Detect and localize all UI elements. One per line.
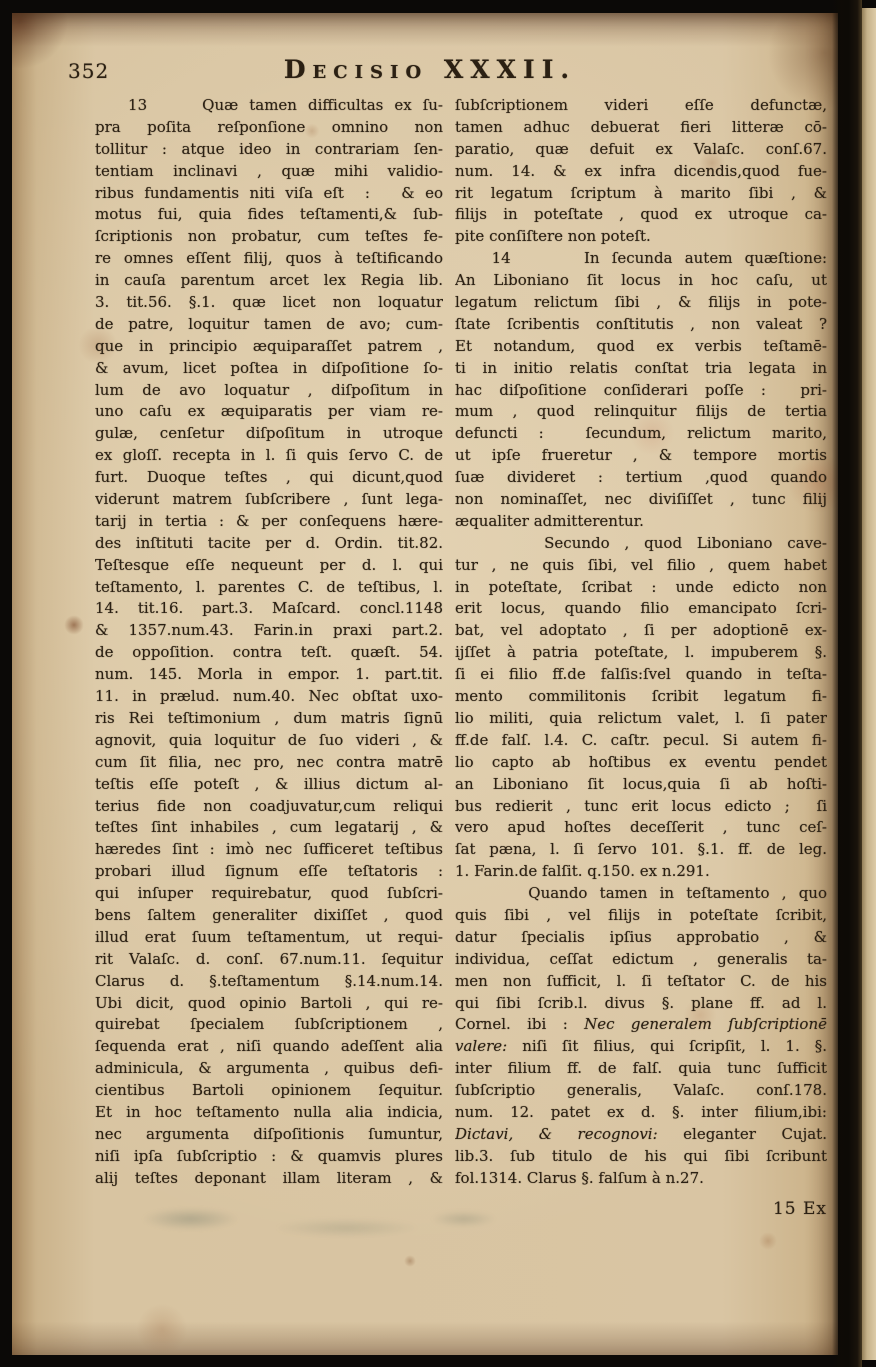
text-line: mento commilitonis ſcribit legatum fi- [455, 687, 827, 706]
text-line: tarij in tertia : & per conſequens hære- [95, 511, 443, 530]
text-column-left [95, 95, 443, 1191]
text-line: 11. in prælud. num.40. Nec obſtat uxo- [95, 687, 443, 706]
text-line: ſat pæna, l. ſi ſervo 101. §.1. ff. de leg. [455, 840, 827, 859]
text-line: illud erat ſuum teſtamentum, ut requi- [95, 927, 443, 946]
text-line: cientibus Bartoli opinionem ſequitur. [95, 1081, 443, 1100]
text-column-right [455, 95, 827, 1191]
text-line: ſi ei filio ff.de falſis:ſvel quando in teſta- [455, 665, 827, 684]
catchword: 15 Ex [772, 1199, 827, 1219]
text-line: tamen adhuc debuerat fieri litteræ cō- [455, 117, 827, 136]
gutter-shadow [832, 0, 862, 1367]
text-line: lio militi, quia relictum valet, l. ſi pater [455, 708, 827, 727]
text-line: 1. Farin.de falſit. q.150. ex n.291. [455, 862, 710, 881]
text-line: Quando tamen in teſtamento , quo [455, 884, 827, 903]
page-surface [12, 13, 838, 1355]
running-header: Decisio XXXII. [283, 55, 577, 84]
text-line: num. 12. patet ex d. §. inter filium,ibi: [455, 1102, 827, 1121]
text-line: in poteſtate, ſcribat : unde edicto non [455, 577, 827, 596]
text-line: Et notandum, quod ex verbis teſtamē- [455, 336, 827, 355]
text-line: de patre, loquitur tamen de avo; cum- [95, 314, 443, 333]
text-line: defuncti : ſecundum, relictum marito, [455, 424, 827, 443]
text-line: inter filium ff. de falſ. quia tunc ſufficit [455, 1059, 827, 1078]
text-line: teſtamento, l. parentes C. de teſtibus, l. [95, 577, 443, 596]
text-line: pra poſita reſponſione omnino non [95, 117, 443, 136]
text-line: bat, vel adoptato , ſi per adoptionē ex- [455, 621, 827, 640]
text-line: uno caſu ex æquiparatis per viam re- [95, 402, 443, 421]
text-line: qui inſuper requirebatur, quod ſubſcri- [95, 884, 443, 903]
page-number: 352 [68, 59, 110, 83]
text-line: ijſſet à patria poteſtate, l. impuberem §. [455, 643, 827, 662]
text-line: ris Rei teſtimonium , dum matris ſignū [95, 708, 443, 727]
text-line: lum de avo loquatur , diſpoſitum in [95, 380, 443, 399]
text-line: 3. tit.56. §.1. quæ licet non loquatur [95, 293, 443, 312]
text-line: & 1357.num.43. Farin.in praxi part.2. [95, 621, 443, 640]
text-line: teſtes ſint inhabiles , cum legatarij , & [95, 818, 443, 837]
text-line: hæredes ſint : imò nec ſufficeret teſtibus [95, 840, 443, 859]
text-line: Cornel. ibi : Nec generalem ſubſcriptionē [455, 1015, 827, 1034]
text-line: ſcriptionis non probatur, cum teſtes fe- [95, 227, 443, 246]
text-line: ſubſcriptio generalis, Valaſc. conſ.178. [455, 1081, 827, 1100]
text-line: æqualiter admitterentur. [455, 511, 644, 530]
text-line: 14. tit.16. part.3. Maſcard. concl.1148 [95, 599, 443, 618]
text-line: mum , quod relinquitur filijs de tertia [455, 402, 827, 421]
text-line: agnovit, quia loquitur de ſuo videri , & [95, 730, 443, 749]
text-line: bus redierit , tunc erit locus edicto ; ſi [455, 796, 827, 815]
text-line: legatum relictum ſibi , & filijs in pote- [455, 293, 827, 312]
text-line: tur , ne quis ſibi, vel filio , quem habet [455, 555, 827, 574]
text-line: quirebat ſpecialem ſubſcriptionem , [95, 1015, 443, 1034]
text-line: Secundo , quod Liboniano cave- [455, 533, 827, 552]
text-line: num. 145. Morla in empor. 1. part.tit. [95, 665, 443, 684]
text-line: ff.de falſ. l.4. C. caſtr. pecul. Si autem fi- [455, 730, 827, 749]
text-line: rit Valaſc. d. conſ. 67.num.11. ſequitur [95, 949, 443, 968]
text-line: qui ſibi ſcrib.l. divus §. plane ff. ad l. [455, 993, 827, 1012]
text-line: que in principio æquiparaſſet patrem , [95, 336, 443, 355]
text-line: 13 Quæ tamen difficultas ex ſu- [95, 96, 443, 114]
text-line: ut ipſe frueretur , & tempore mortis [455, 446, 827, 465]
printed-area [12, 13, 838, 1355]
text-line: erit locus, quando filio emancipato ſcri- [455, 599, 827, 618]
text-line: valere: niſi ſit filius, qui ſcripſit, l. 1. §. [455, 1037, 827, 1056]
text-line: datur ſpecialis ipſius approbatio , & [455, 927, 827, 946]
text-line: probari illud ſignum eſſe teſtatoris : [95, 862, 443, 881]
text-line: gulæ, cenſetur diſpoſitum in utroque [95, 424, 443, 443]
text-line: quis ſibi , vel filijs in poteſtate ſcribit, [455, 905, 827, 924]
text-line: ſuæ divideret : tertium ,quod quando [455, 468, 827, 487]
text-line: des inſtituti tacite per d. Ordin. tit.82. [95, 533, 443, 552]
text-line: nec argumenta diſpoſitionis ſumuntur, [95, 1124, 443, 1143]
text-line: filijs in poteſtate , quod ex utroque ca- [455, 205, 827, 224]
text-line: Dictavi, & recognovi: eleganter Cujat. [455, 1124, 827, 1143]
text-line: Clarus d. §.teſtamentum §.14.num.14. [95, 971, 443, 990]
text-line: de oppoſition. contra teſt. quæſt. 54. [95, 643, 443, 662]
text-line: an Liboniano ſit locus,quia ſi ab hoſti- [455, 774, 827, 793]
text-line: Et in hoc teſtamento nulla alia indicia, [95, 1102, 443, 1121]
text-line: hac diſpoſitione conſiderari poſſe : pri- [455, 380, 827, 399]
text-line: viderunt matrem ſubſcribere , ſunt lega- [95, 490, 443, 509]
ink-bleedthrough-smudge [132, 1201, 522, 1261]
text-line: lio capto ab hoſtibus ex eventu pendet [455, 752, 827, 771]
text-line: ſtate ſcribentis conſtitutis , non valeat ? [455, 314, 827, 333]
text-line: alij teſtes deponant illam literam , & [95, 1168, 443, 1187]
text-line: tentiam inclinavi , quæ mihi validio- [95, 161, 443, 180]
text-line: An Liboniano ſit locus in hoc caſu, ut [455, 271, 827, 290]
text-line: non nominaſſet, nec diviſiſſet , tunc filij [455, 490, 827, 509]
text-line: Ubi dicit, quod opinio Bartoli , qui re- [95, 993, 443, 1012]
text-line: terius fide non coadjuvatur,cum reliqui [95, 796, 443, 815]
text-line: ſequenda erat , niſi quando adeſſent alia [95, 1037, 443, 1056]
next-page-edge [860, 8, 876, 1360]
text-line: re omnes eſſent filij, quos à teſtificando [95, 249, 443, 268]
text-line: niſi ipſa ſubſcriptio : & quamvis plures [95, 1146, 443, 1165]
text-line: fol.1314. Clarus §. falſum à n.27. [455, 1168, 704, 1187]
text-line: pite conſiſtere non poteſt. [455, 227, 651, 246]
text-line: lib.3. ſub titulo de his qui ſibi ſcribunt [455, 1146, 827, 1165]
text-line: paratio, quæ defuit ex Valaſc. conſ.67. [455, 139, 827, 158]
text-line: ribus fundamentis niti viſa eſt : & eo [95, 183, 443, 202]
text-line: rit legatum ſcriptum à marito ſibi , & [455, 183, 827, 202]
text-line: teſtis eſſe poteſt , & illius dictum al- [95, 774, 443, 793]
text-line: furt. Duoque teſtes , qui dicunt,quod [95, 468, 443, 487]
text-line: & avum, licet poſtea in diſpoſitione ſo- [95, 358, 443, 377]
text-line: ti in initio relatis conſtat tria legata in [455, 358, 827, 377]
text-line: men non ſufficit, l. ſi teſtator C. de his [455, 971, 827, 990]
text-line: vero apud hoſtes deceſſerit , tunc ceſ- [455, 818, 827, 837]
text-line: ex gloſſ. recepta in l. ſi quis ſervo C. de [95, 446, 443, 465]
text-line: num. 14. & ex infra dicendis,quod fue- [455, 161, 827, 180]
text-line: in cauſa parentum arcet lex Regia lib. [95, 271, 443, 290]
text-line: motus fui, quia fides teſtamenti,& ſub- [95, 205, 443, 224]
text-line: individua, ceſſat edictum , generalis ta- [455, 949, 827, 968]
text-line: tollitur : atque ideo in contrariam ſen- [95, 139, 443, 158]
text-line: Teſtesque eſſe nequeunt per d. l. qui [95, 555, 443, 574]
text-line: 14 In ſecunda autem quæſtione: [455, 249, 827, 268]
text-line: bens ſaltem generaliter dixiſſet , quod [95, 905, 443, 924]
text-line: adminicula, & argumenta , quibus defi- [95, 1059, 443, 1078]
text-line: ſubſcriptionem videri eſſe defunctæ, [455, 96, 827, 114]
text-line: cum ſit filia, nec pro, nec contra matrē [95, 752, 443, 771]
